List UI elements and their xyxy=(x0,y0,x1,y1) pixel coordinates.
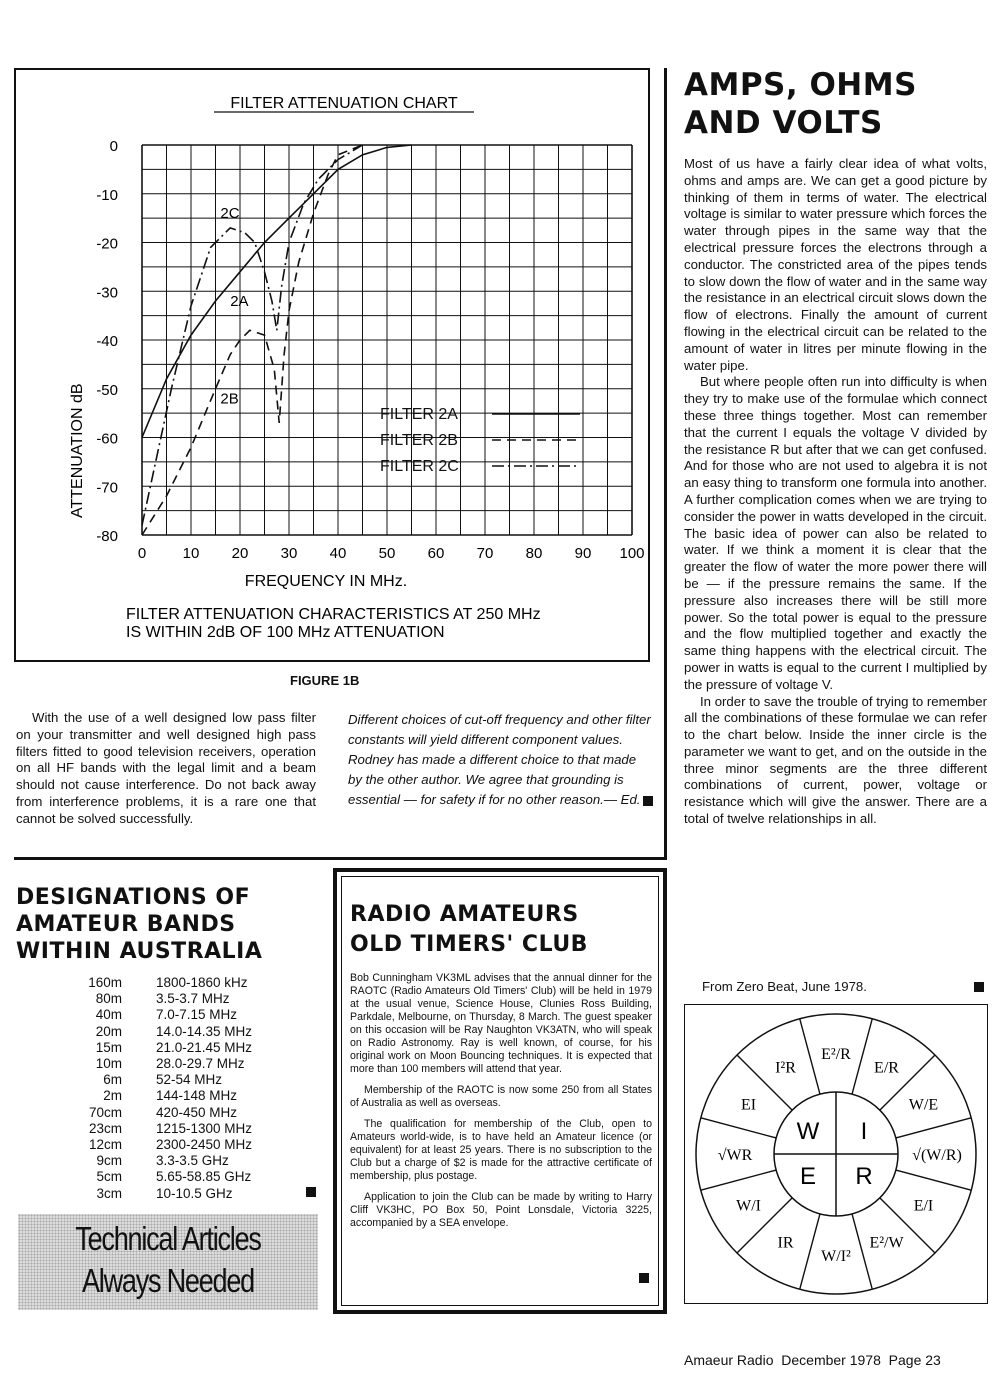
band-row xyxy=(60,1007,252,1023)
band-name: 160m xyxy=(88,975,122,990)
wheel-formula: E²/W xyxy=(869,1234,904,1252)
filter-attenuation-chart xyxy=(14,68,650,662)
section-rule xyxy=(14,857,667,860)
band-row xyxy=(60,975,252,991)
band-name: 2m xyxy=(103,1088,122,1104)
y-tick-label: -20 xyxy=(96,235,118,253)
end-mark xyxy=(974,982,984,992)
wheel-outer-labels xyxy=(718,1046,962,1265)
wheel-spoke xyxy=(852,1019,872,1094)
band-row xyxy=(60,1153,252,1169)
column-rule xyxy=(664,68,667,858)
band-row xyxy=(60,1024,252,1040)
editor-note xyxy=(348,710,653,810)
band-row xyxy=(60,1137,252,1153)
article-source: From Zero Beat, June 1978. xyxy=(702,979,867,994)
designations-title-line3: WITHIN AUSTRALIA xyxy=(16,939,263,964)
chart-legend xyxy=(380,406,580,475)
y-tick-label: -80 xyxy=(96,528,118,545)
technical-articles-text xyxy=(45,1218,291,1302)
curve-label: 2A xyxy=(230,292,249,310)
raotc-title xyxy=(350,900,588,960)
wheel-spoke xyxy=(800,1214,820,1289)
wheel-formula: IR xyxy=(777,1234,794,1252)
band-range: 7.0-7.15 MHz xyxy=(156,1007,238,1023)
band-range: 3.3-3.5 GHz xyxy=(156,1153,229,1169)
band-range: 3.5-3.7 MHz xyxy=(156,991,230,1007)
y-tick-label: -40 xyxy=(96,333,118,350)
raotc-title-line1: RADIO AMATEURS xyxy=(350,902,579,927)
band-name: 3cm xyxy=(96,1185,122,1201)
y-tick-label: -70 xyxy=(96,479,118,497)
raotc-title-line2: OLD TIMERS' CLUB xyxy=(350,932,588,957)
band-row xyxy=(60,1121,252,1137)
wheel-formula: W/E xyxy=(908,1096,939,1114)
end-mark xyxy=(643,796,653,806)
y-tick-label: -10 xyxy=(96,186,118,204)
wheel-spoke xyxy=(800,1019,820,1094)
wheel-spoke xyxy=(701,1170,776,1190)
curve-label: 2C xyxy=(220,205,240,223)
wheel-formula: EI xyxy=(740,1096,757,1114)
x-tick-label: 30 xyxy=(280,545,298,562)
raotc-paragraph-4: Application to join the Club can be made by writing to Harry Cliff VK3HC, PO Box 50, Point Lonsdale, Victoria 3225, accompanied by a SEA envelope. xyxy=(350,1191,652,1229)
chart-note-line1: FILTER ATTENUATION CHARACTERISTICS AT 250 MHz xyxy=(126,606,541,623)
raotc-paragraph-2: Membership of the RAOTC is now some 250 from all States of Australia as well as overseas. xyxy=(350,1084,652,1109)
x-tick-label: 100 xyxy=(619,545,645,562)
band-name: 40m xyxy=(95,1007,122,1023)
band-row xyxy=(60,1040,252,1056)
series-line-2c xyxy=(142,145,363,525)
band-range: 1800-1860 kHz xyxy=(156,975,248,990)
x-tick-label: 60 xyxy=(427,545,445,562)
formula-wheel xyxy=(684,1004,988,1304)
band-row xyxy=(60,991,252,1007)
raotc-paragraph-3: The qualification for membership of the Club, open to Amateurs world-wide, is to have held an Amateur licence (or equivalent) for at least 25 years. There is no subscription to the Club but a charge of $2 is made for the attractive certificate of membership, plus postage. xyxy=(350,1118,652,1182)
editor-note-text: Different choices of cut-off frequency and other filter constants will yield different component values. Rodney has made a different choice to that made by the other author. We agree that grounding is essential — for safety if for no other reason.— Ed. xyxy=(348,712,651,807)
amps-title-line2: AND VOLTS xyxy=(684,105,883,141)
x-tick-label: 20 xyxy=(231,545,249,562)
wheel-formula: E/I xyxy=(913,1197,934,1215)
y-tick-labels xyxy=(96,138,118,545)
band-row xyxy=(60,1169,252,1185)
band-range: 5.65-58.85 GHz xyxy=(156,1169,252,1185)
wheel-spoke xyxy=(896,1170,971,1190)
wheel-formula: I²R xyxy=(775,1059,796,1077)
wheel-inner-r: R xyxy=(855,1163,873,1190)
end-mark xyxy=(639,1273,649,1283)
band-range: 10-10.5 GHz xyxy=(156,1185,233,1201)
designations-title xyxy=(16,884,262,965)
wheel-spoke xyxy=(852,1214,872,1289)
y-tick-label: -60 xyxy=(96,430,118,448)
band-name: 12cm xyxy=(88,1137,122,1153)
amps-paragraph-2: But where people often run into difficulty is when they try to make use of the formulae which connect these three things together. Most can remember that the current I equals the voltage V divided by the resistance R but after that we can get confused. And for those who are not used to algebra it is not an easy thing to transform one formula into another. A further complication comes when we are trying to consider the power in watts developed in the circuit. The basic idea of power can also be related to water. If we think a moment it is clear that the greater the flow of water the more power there will be — if the pressure remains the same. If the pressure also increases there will be still more power. So the total power is equal to the pressure and the flow multiplied together and exactly the same thing happens with the electrical circuit. The power in watts is equal to the current I multiplied by the pressure of voltage V. xyxy=(684,374,987,692)
band-list xyxy=(60,975,252,1202)
wheel-inner-i: I xyxy=(860,1118,868,1145)
wheel-spoke xyxy=(701,1118,776,1138)
wheel-spoke xyxy=(896,1118,971,1138)
y-tick-label: -50 xyxy=(96,381,118,399)
band-range: 420-450 MHz xyxy=(156,1104,238,1120)
band-name: 9cm xyxy=(96,1153,122,1169)
band-range: 14.0-14.35 MHz xyxy=(156,1023,253,1039)
band-row xyxy=(60,1186,252,1202)
x-tick-label: 10 xyxy=(182,545,200,562)
chart-note-line2: IS WITHIN 2dB OF 100 MHz ATTENUATION xyxy=(126,624,445,641)
designations-title-line1: DESIGNATIONS OF xyxy=(16,885,251,910)
x-axis-label: FREQUENCY IN MHz. xyxy=(244,573,408,590)
figure-caption: FIGURE 1B xyxy=(290,673,360,688)
amps-article-title xyxy=(684,66,917,142)
band-name: 23cm xyxy=(88,1120,122,1136)
designations-title-line2: AMATEUR BANDS xyxy=(16,912,236,937)
wheel-inner-w: W xyxy=(796,1118,820,1145)
wheel-formula: E²/R xyxy=(821,1046,851,1063)
y-tick-label: 0 xyxy=(109,138,118,155)
banner-line1: Technical Articles xyxy=(75,1220,261,1257)
band-range: 2300-2450 MHz xyxy=(156,1137,253,1153)
x-tick-label: 80 xyxy=(525,545,543,562)
wheel-formula: √(W/R) xyxy=(912,1147,962,1164)
legend-label: FILTER 2B xyxy=(380,432,458,449)
band-row xyxy=(60,1088,252,1104)
amps-paragraph-3: In order to save the trouble of trying to remember all the combinations of these formulae we can refer to the chart below. Inside the inner circle is the parameter we want to get, and on the outside in the three minor segments are the three different combinations of current, power, voltage or resistance which will give the answer. There are a total of twelve relationships in all. xyxy=(684,693,987,827)
band-name: 80m xyxy=(95,991,122,1007)
filter-paragraph: With the use of a well designed low pass filter on your transmitter and well designed high pass filters fitted to good television receivers, operation on all HF bands with the legal limit and a beam should not cause interference. Do not back away from interference problems, it is a rare one that cannot be solved successfully. xyxy=(16,710,316,826)
amps-paragraph-1: Most of us have a fairly clear idea of what volts, ohms and amps are. We can get a good picture by thinking of them in terms of water. The electrical voltage is similar to water pressure which forces the water through pipes in the same way that the electrical pressure forces the electrons through a conductor. The constricted area of the pipes tends to slow down the flow of water and in the same way the resistance in an electrical circuit slows down the flow of electrons. Finally the amount of current flowing in the electrical circuit can be related to the amount of water in litres per minute flowing in the water pipe. xyxy=(684,156,987,373)
wheel-formula: E/R xyxy=(874,1059,899,1077)
curve-labels xyxy=(220,205,248,407)
page-footer: Amaeur Radio December 1978 Page 23 xyxy=(684,1352,941,1368)
chart-title: FILTER ATTENUATION CHART xyxy=(230,95,458,112)
band-row xyxy=(60,1056,252,1072)
raotc-paragraph-1: Bob Cunningham VK3ML advises that the annual dinner for the RAOTC (Radio Amateurs Old Timers' Club) will be held in 1979 at the usual venue, Science House, Clunies Ross Building, Parkdale, Melbourne, on Thursday, 8 March. The guest speaker on this occasion will be Ray Naughton VK3ATN, who will speak on Radio Astronomy. Ray is well known, of course, for his original work on Moon Bouncing techniques. It is expected that more than 100 members will attend that year. xyxy=(350,972,652,1075)
y-tick-label: -30 xyxy=(96,284,118,302)
legend-label: FILTER 2C xyxy=(380,458,459,475)
band-row xyxy=(60,1072,252,1088)
band-name: 6m xyxy=(103,1072,122,1088)
amps-article-body xyxy=(684,156,987,828)
band-name: 70cm xyxy=(88,1104,122,1120)
chart-grid xyxy=(142,145,632,535)
x-tick-label: 40 xyxy=(329,545,347,562)
band-row xyxy=(60,1105,252,1121)
wheel-inner-e: E xyxy=(799,1163,817,1190)
banner-line2: Always Needed xyxy=(81,1262,255,1299)
x-tick-label: 50 xyxy=(378,545,396,562)
band-range: 1215-1300 MHz xyxy=(156,1120,253,1136)
wheel-formula: W/I² xyxy=(821,1248,851,1265)
end-mark xyxy=(306,1187,316,1197)
band-name: 15m xyxy=(95,1039,122,1055)
band-range: 21.0-21.45 MHz xyxy=(156,1039,253,1055)
x-tick-labels xyxy=(138,545,645,562)
band-range: 52-54 MHz xyxy=(156,1072,223,1088)
band-name: 10m xyxy=(95,1056,122,1072)
legend-label: FILTER 2A xyxy=(380,406,458,423)
band-range: 28.0-29.7 MHz xyxy=(156,1056,245,1072)
band-range: 144-148 MHz xyxy=(156,1088,238,1104)
band-name: 5cm xyxy=(96,1169,122,1185)
wheel-formula: √WR xyxy=(717,1147,753,1164)
raotc-body xyxy=(350,972,652,1238)
wheel-formula: W/I xyxy=(736,1197,761,1215)
amps-title-line1: AMPS, OHMS xyxy=(684,67,917,103)
y-axis-label: ATTENUATION dB xyxy=(69,383,86,518)
band-name: 20m xyxy=(95,1023,122,1039)
x-tick-label: 0 xyxy=(137,545,147,562)
curve-label: 2B xyxy=(220,390,239,408)
x-tick-label: 70 xyxy=(476,545,494,562)
x-tick-label: 90 xyxy=(574,545,592,562)
